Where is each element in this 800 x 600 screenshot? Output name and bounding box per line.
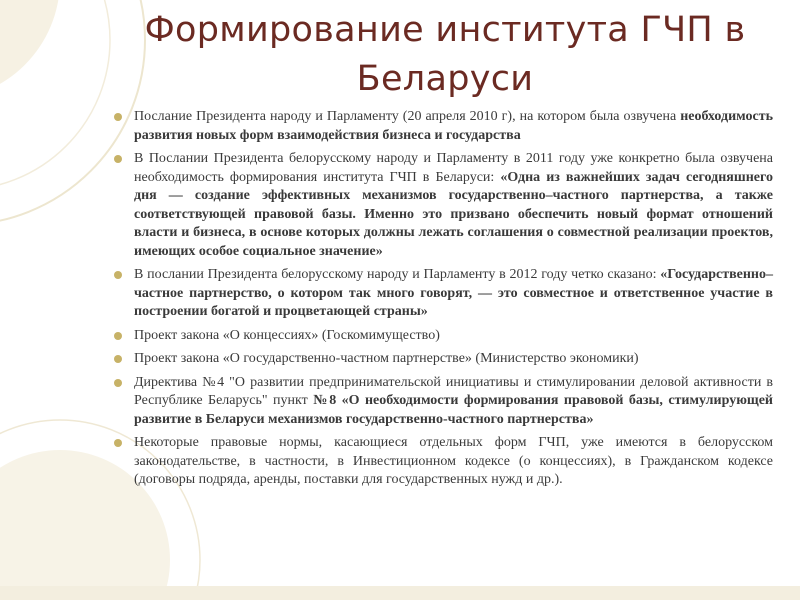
slide-title: Формирование института ГЧП в Беларуси [144, 10, 746, 99]
bullet-marker-icon [114, 332, 122, 340]
bullet-text-bold: №8 «О необходимости формирования правовой базы, стимулирующей развитие в Беларуси механизмов государственно-частного партнерства» [134, 393, 773, 427]
bullet-item [114, 434, 773, 490]
bullet-text: Проект закона «О государственно-частном партнерстве» (Министерство экономики) [134, 351, 639, 366]
bullet-item [114, 266, 773, 322]
bullet-list [114, 108, 773, 495]
bullet-marker-icon [114, 155, 122, 163]
bullet-text-bold: «Государственно–частное партнерство, о котором так много говорят, — это совместное и ответственное участие в построении богатой и процветающей страны» [134, 267, 773, 319]
bullet-item [114, 374, 773, 430]
bullet-marker-icon [114, 379, 122, 387]
bullet-marker-icon [114, 355, 122, 363]
bullet-marker-icon [114, 113, 122, 121]
bullet-text-bold: «Одна из важнейших задач сегодняшнего дня — создание эффективных механизмов государственно–частного партнерства, а также соответствующей правовой базы. Именно это призвано обеспечить новый формат отношений власти и бизнеса, в основе которых должны лежать соглашения о совместной реализации проектов, имеющих особое социальное значение» [134, 169, 773, 259]
bullet-text: Некоторые правовые нормы, касающиеся отдельных форм ГЧП, уже имеются в белорусском законодательстве, в частности, в Инвестиционном кодексе (о концессиях), в Гражданском кодексе (договоры подряда, аренды, поставки для государственных нужд и др.). [134, 435, 773, 487]
decor-bottom-bar [0, 586, 800, 600]
bullet-text: Проект закона «О концессиях» (Госкомимущество) [134, 327, 440, 343]
bullet-item [114, 108, 773, 145]
bullet-text: Послание Президента народу и Парламенту (20 апреля 2010 г), на котором была озвучена [134, 109, 681, 124]
bullet-text: Директива №4 "О развитии предпринимательской инициативы и стимулировании деловой активности в Республике Беларусь" пункт [134, 374, 773, 408]
bullet-text: В Послании Президента белорусскому народу и Парламенту в 2011 году уже конкретно была озвучена необходимость формирования института ГЧП в Беларуси: [134, 151, 773, 185]
bullet-text: В послании Президента белорусскому народу и Парламенту в 2012 году четко сказано: [134, 267, 661, 282]
bullet-marker-icon [114, 271, 122, 279]
bullet-item [114, 350, 773, 369]
decor-circle-top-left [0, 0, 60, 100]
bullet-marker-icon [114, 439, 122, 447]
bullet-item [114, 150, 773, 261]
bullet-text-bold: необходимость развития новых форм взаимодействия бизнеса и государства [134, 109, 773, 143]
bullet-item [114, 327, 773, 346]
